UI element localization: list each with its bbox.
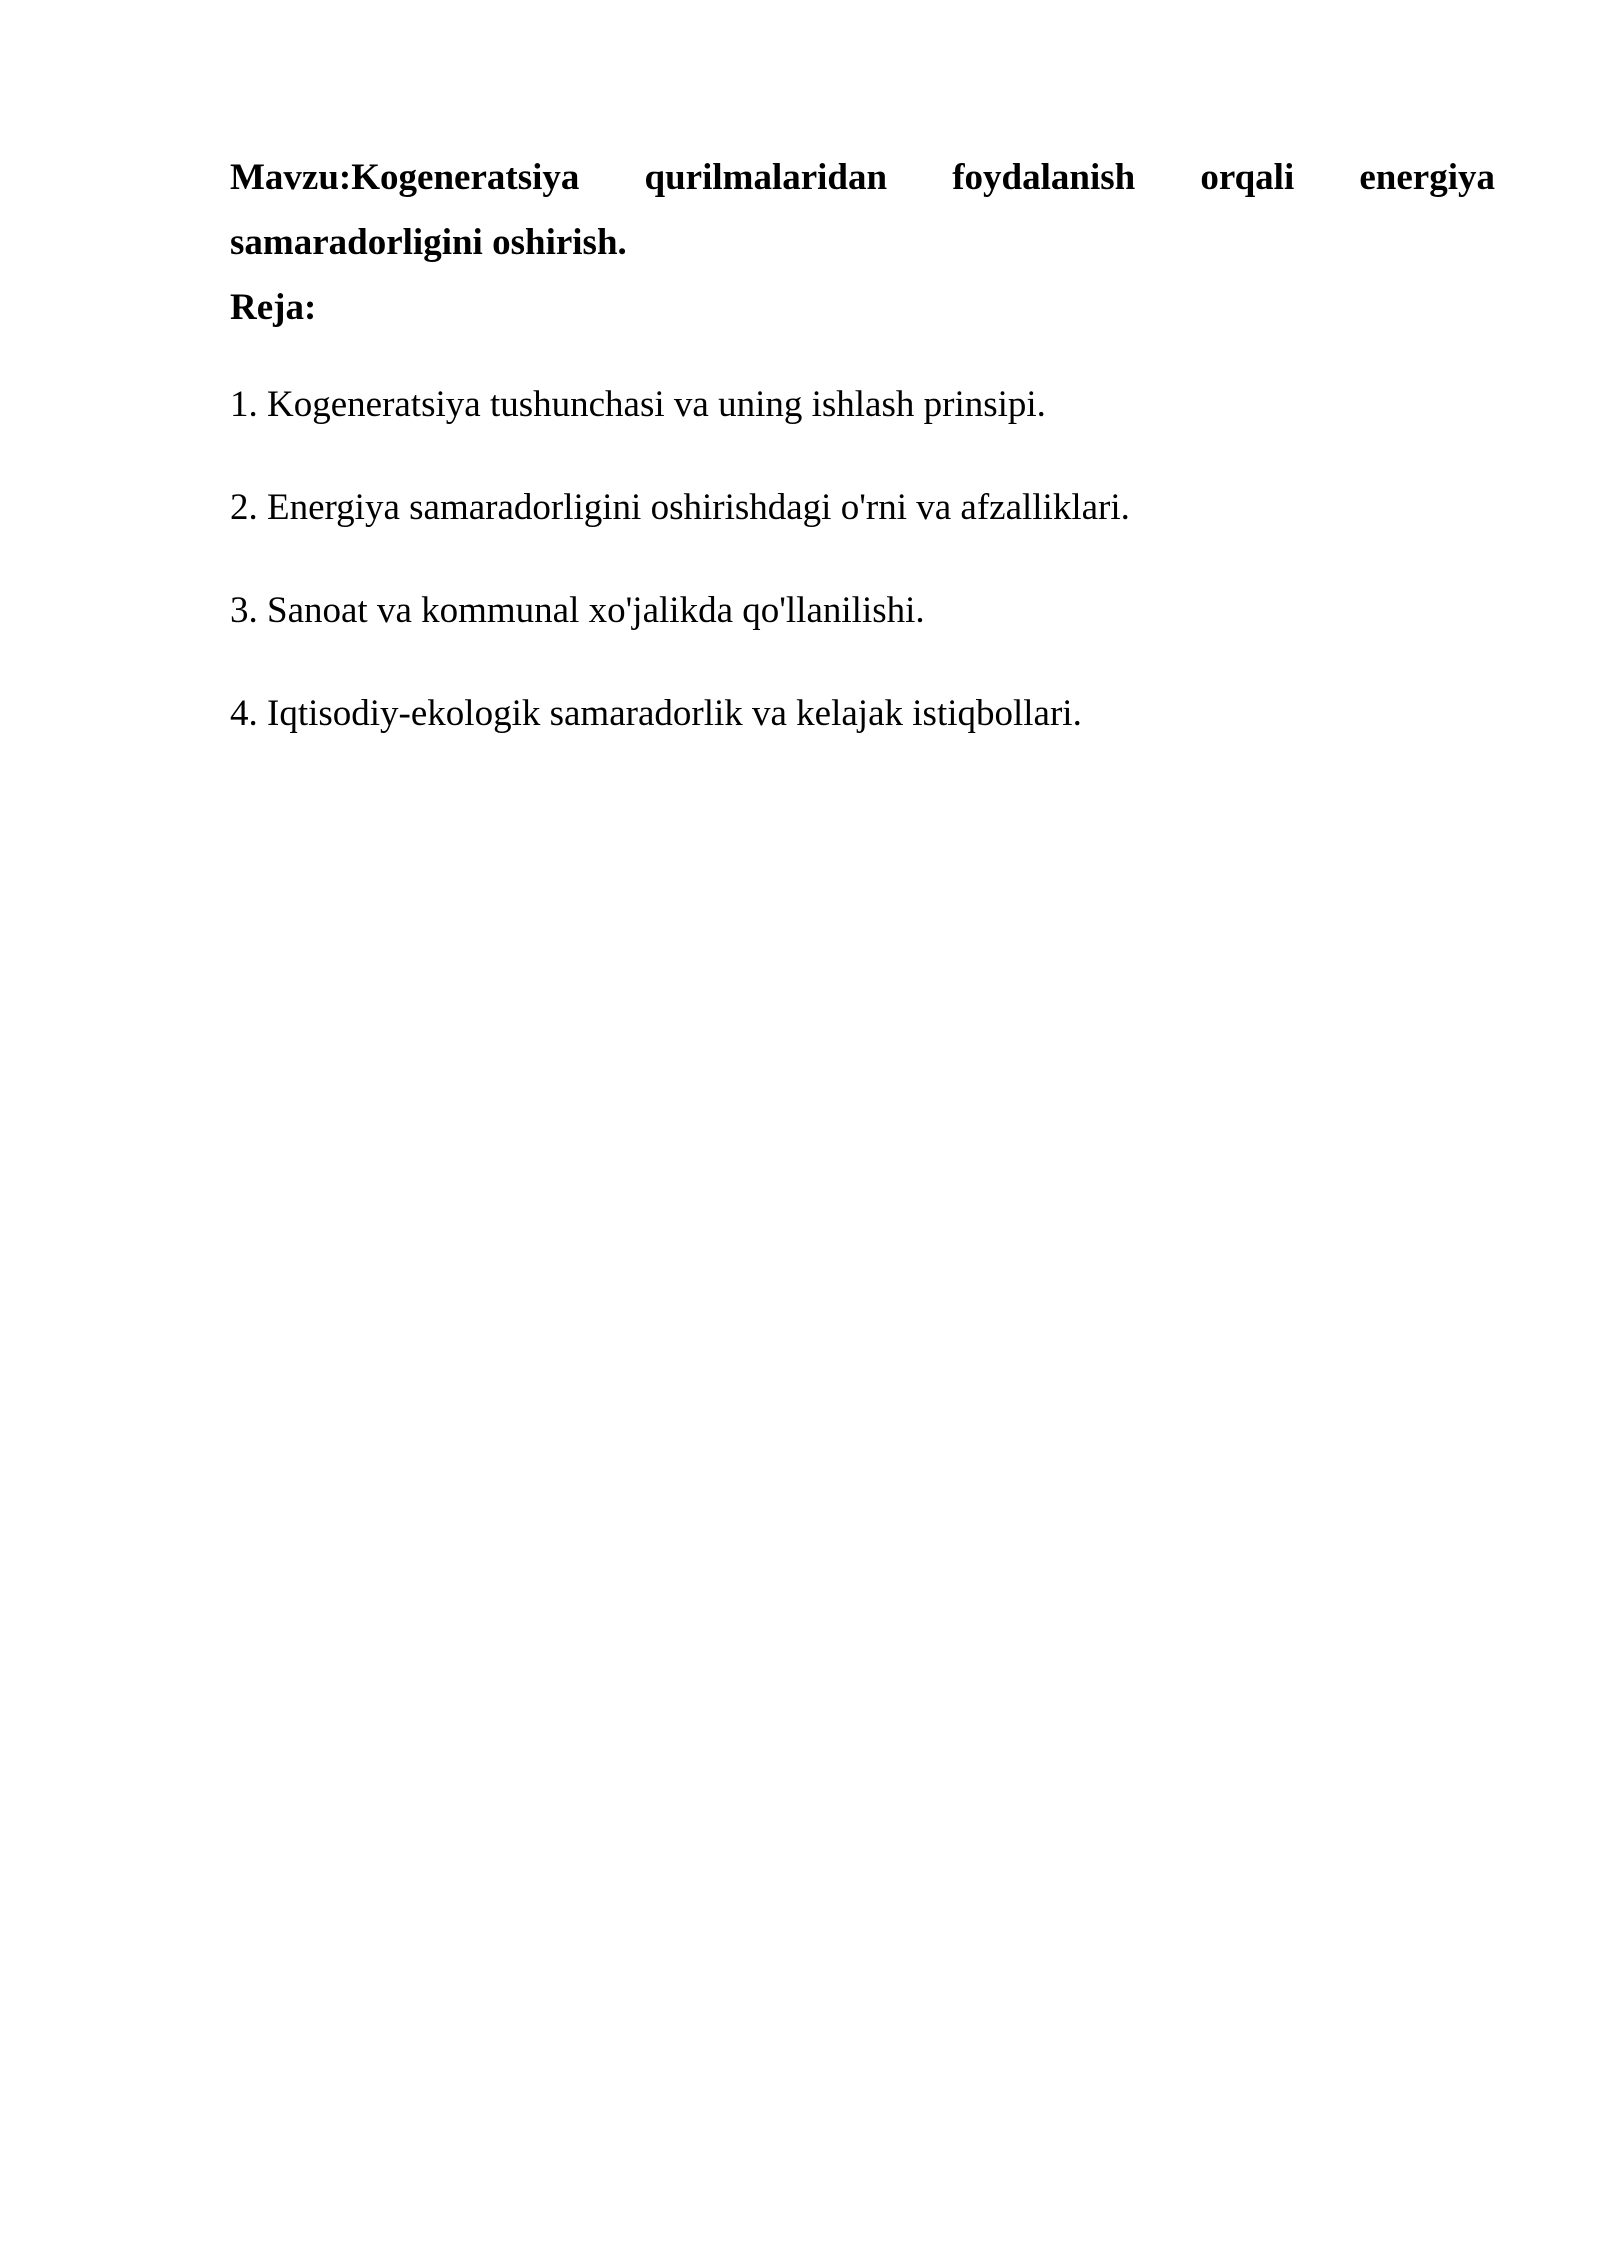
document-body: [230, 145, 1495, 792]
plan-item: 1. Kogeneratsiya tushunchasi va uning ishlash prinsipi.: [230, 384, 1046, 425]
plan-item: 4. Iqtisodiy-ekologik samaradorlik va kelajak istiqbollari.: [230, 693, 1082, 734]
plan-item: 2. Energiya samaradorligini oshirishdagi o'rni va afzalliklari.: [230, 487, 1130, 528]
plan-heading: Reja:: [230, 287, 317, 328]
topic-title: Mavzu:Kogeneratsiya qurilmalaridan foydalanish orqali energiya samaradorligini oshirish.: [230, 157, 1495, 263]
plan-list: [230, 380, 1495, 739]
plan-item: 3. Sanoat va kommunal xo'jalikda qo'llanilishi.: [230, 590, 925, 631]
